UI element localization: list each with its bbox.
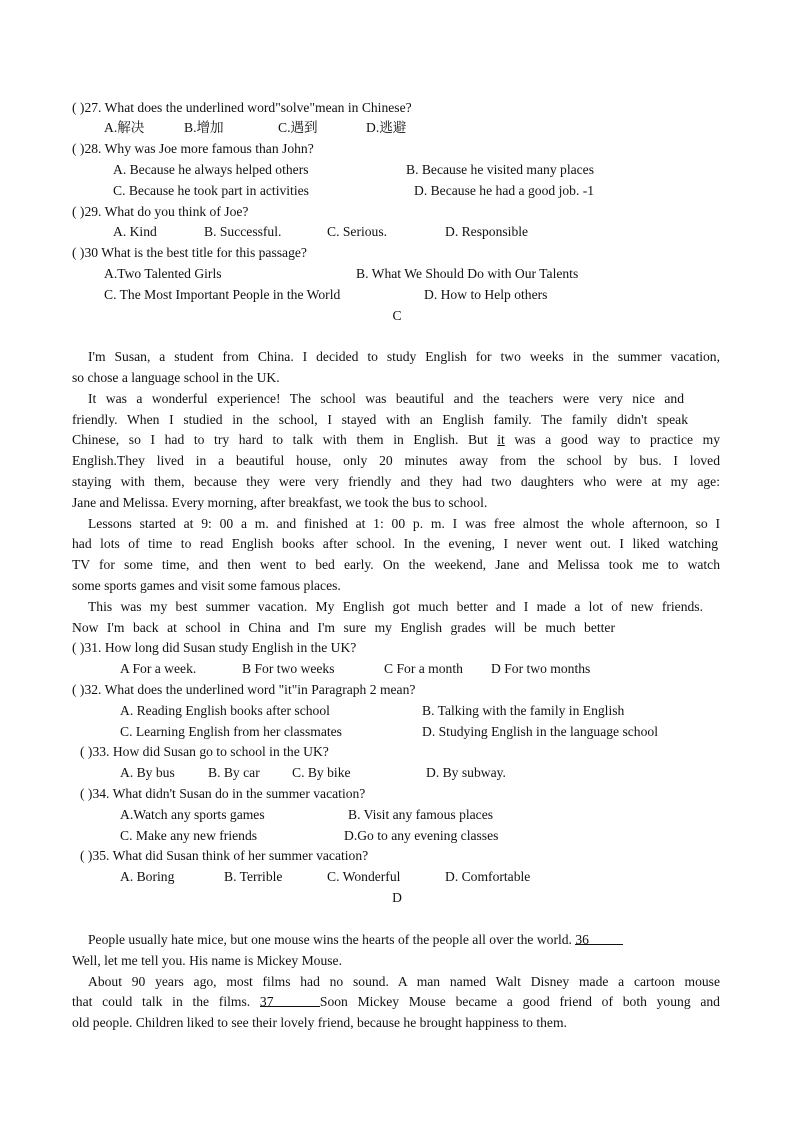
- q28-option-a: A. Because he always helped others: [113, 162, 309, 177]
- q29-option-b: B. Successful.: [204, 224, 282, 239]
- passage-d-p2-line1: About 90 years ago, most films had no sound. A man named Walt Disney made a cartoon mouse: [88, 974, 720, 989]
- q31-option-d: D For two months: [491, 661, 591, 676]
- passage-c-p1-line2: so chose a language school in the UK.: [72, 370, 280, 385]
- section-c-heading: C: [392, 308, 402, 323]
- passage-c-p1-line1: I'm Susan, a student from China. I decided to study English for two weeks in the summer vacation,: [88, 349, 720, 364]
- passage-c-p2-line1: It was a wonderful experience! The school was beautiful and the teachers were very nice and: [88, 391, 684, 406]
- section-d-heading: D: [392, 890, 402, 905]
- q30-option-a: A.Two Talented Girls: [104, 266, 222, 281]
- passage-c-p3-line3: TV for some time, and then went to bed early. On the weekend, Jane and Melissa took me to watch: [72, 557, 720, 572]
- q34-option-c: C. Make any new friends: [120, 828, 258, 843]
- passage-c-p3-line2: had lots of time to read English books after school. In the evening, I never went out. I liked watching: [72, 536, 718, 551]
- passage-d-p2-line2-text-after: Soon Mickey Mouse became a good friend of both young and: [319, 994, 720, 1009]
- q35-option-a: A. Boring: [120, 869, 175, 884]
- q27-option-c: C.遇到: [278, 120, 318, 135]
- q28-option-b: B. Because he visited many places: [406, 162, 594, 177]
- q32-option-b: B. Talking with the family in English: [422, 703, 625, 718]
- q30-option-b: B. What We Should Do with Our Talents: [356, 266, 579, 281]
- passage-d-p2-line3: old people. Children liked to see their lovely friend, because he brought happiness to them.: [72, 1015, 567, 1030]
- q34-option-b: B. Visit any famous places: [348, 807, 494, 822]
- q33-option-b: B. By car: [208, 765, 260, 780]
- passage-d-p1-line2: Well, let me tell you. His name is Mickey Mouse.: [72, 953, 342, 968]
- blank-36[interactable]: [575, 930, 623, 945]
- q34-option-d: D.Go to any evening classes: [344, 828, 499, 843]
- blank-36-number: 36: [575, 932, 589, 947]
- passage-c-p2-line2: friendly. When I studied in the school, I stayed with an English family. The family didn't speak: [72, 412, 688, 427]
- q33-option-c: C. By bike: [292, 765, 351, 780]
- passage-d-p2-line2: [72, 992, 720, 1012]
- blank-37[interactable]: [260, 992, 320, 1007]
- q34-option-a: A.Watch any sports games: [120, 807, 265, 822]
- passage-d-p1-line1: [88, 930, 623, 950]
- question-29-stem: ( )29. What do you think of Joe?: [72, 204, 249, 219]
- p2-line3-text-before: Chinese, so I had to try hard to talk with them in English. But: [72, 432, 498, 447]
- passage-c-p2-line4: English.They lived in a beautiful house, only 20 minutes away from the school by bus. I loved: [72, 453, 720, 468]
- q28-option-c: C. Because he took part in activities: [113, 183, 309, 198]
- passage-c-p4-line2: Now I'm back at school in China and I'm sure my English grades will be much better: [72, 620, 615, 635]
- q33-option-a: A. By bus: [120, 765, 175, 780]
- question-31-stem: ( )31. How long did Susan study English in the UK?: [72, 640, 357, 655]
- question-27-stem: ( )27. What does the underlined word"solve"mean in Chinese?: [72, 100, 412, 115]
- p2-line3-text-after: was a good way to practice my: [504, 432, 720, 447]
- q29-option-c: C. Serious.: [327, 224, 388, 239]
- passage-d-p1-line1-text: People usually hate mice, but one mouse wins the hearts of the people all over the world.: [88, 932, 572, 947]
- q30-option-d: D. How to Help others: [424, 287, 548, 302]
- question-32-stem: ( )32. What does the underlined word "it"in Paragraph 2 mean?: [72, 682, 416, 697]
- q30-option-c: C. The Most Important People in the World: [104, 287, 341, 302]
- q27-option-d: D.逃避: [366, 120, 407, 135]
- q29-option-d: D. Responsible: [445, 224, 529, 239]
- q27-option-b: B.增加: [184, 120, 224, 135]
- passage-c-p3-line4: some sports games and visit some famous places.: [72, 578, 341, 593]
- passage-c-p3-line1: Lessons started at 9: 00 a m. and finished at 1: 00 p. m. I was free almost the whole afternoon, so I: [88, 516, 720, 531]
- q33-option-d: D. By subway.: [426, 765, 506, 780]
- q28-option-d: D. Because he had a good job. -1: [414, 183, 595, 198]
- passage-c-p2-line6: Jane and Melissa. Every morning, after breakfast, we took the bus to school.: [72, 495, 488, 510]
- question-30-stem: ( )30 What is the best title for this passage?: [72, 245, 307, 260]
- blank-37-number: 37: [259, 994, 274, 1009]
- q32-option-c: C. Learning English from her classmates: [120, 724, 342, 739]
- passage-c-p4-line1: This was my best summer vacation. My English got much better and I made a lot of new friends.: [88, 599, 703, 614]
- q29-option-a: A. Kind: [113, 224, 157, 239]
- passage-d-p2-line2-text-before: that could talk in the films.: [72, 994, 251, 1009]
- question-34-stem: ( )34. What didn't Susan do in the summer vacation?: [80, 786, 366, 801]
- q27-option-a: A.解决: [104, 120, 145, 135]
- question-35-stem: ( )35. What did Susan think of her summer vacation?: [80, 848, 369, 863]
- q35-option-d: D. Comfortable: [445, 869, 531, 884]
- q32-option-d: D. Studying English in the language school: [422, 724, 658, 739]
- question-33-stem: ( )33. How did Susan go to school in the UK?: [80, 744, 329, 759]
- q32-option-a: A. Reading English books after school: [120, 703, 330, 718]
- question-28-stem: ( )28. Why was Joe more famous than John?: [72, 141, 314, 156]
- passage-c-p2-line5: staying with them, because they were very friendly and they had two daughters who were at my age:: [72, 474, 720, 489]
- q31-option-b: B For two weeks: [242, 661, 335, 676]
- passage-c-p2-line3: [72, 430, 720, 450]
- underlined-word-it: it: [497, 432, 505, 447]
- q35-option-c: C. Wonderful: [327, 869, 401, 884]
- q31-option-c: C For a month: [384, 661, 463, 676]
- q35-option-b: B. Terrible: [224, 869, 283, 884]
- q31-option-a: A For a week.: [120, 661, 197, 676]
